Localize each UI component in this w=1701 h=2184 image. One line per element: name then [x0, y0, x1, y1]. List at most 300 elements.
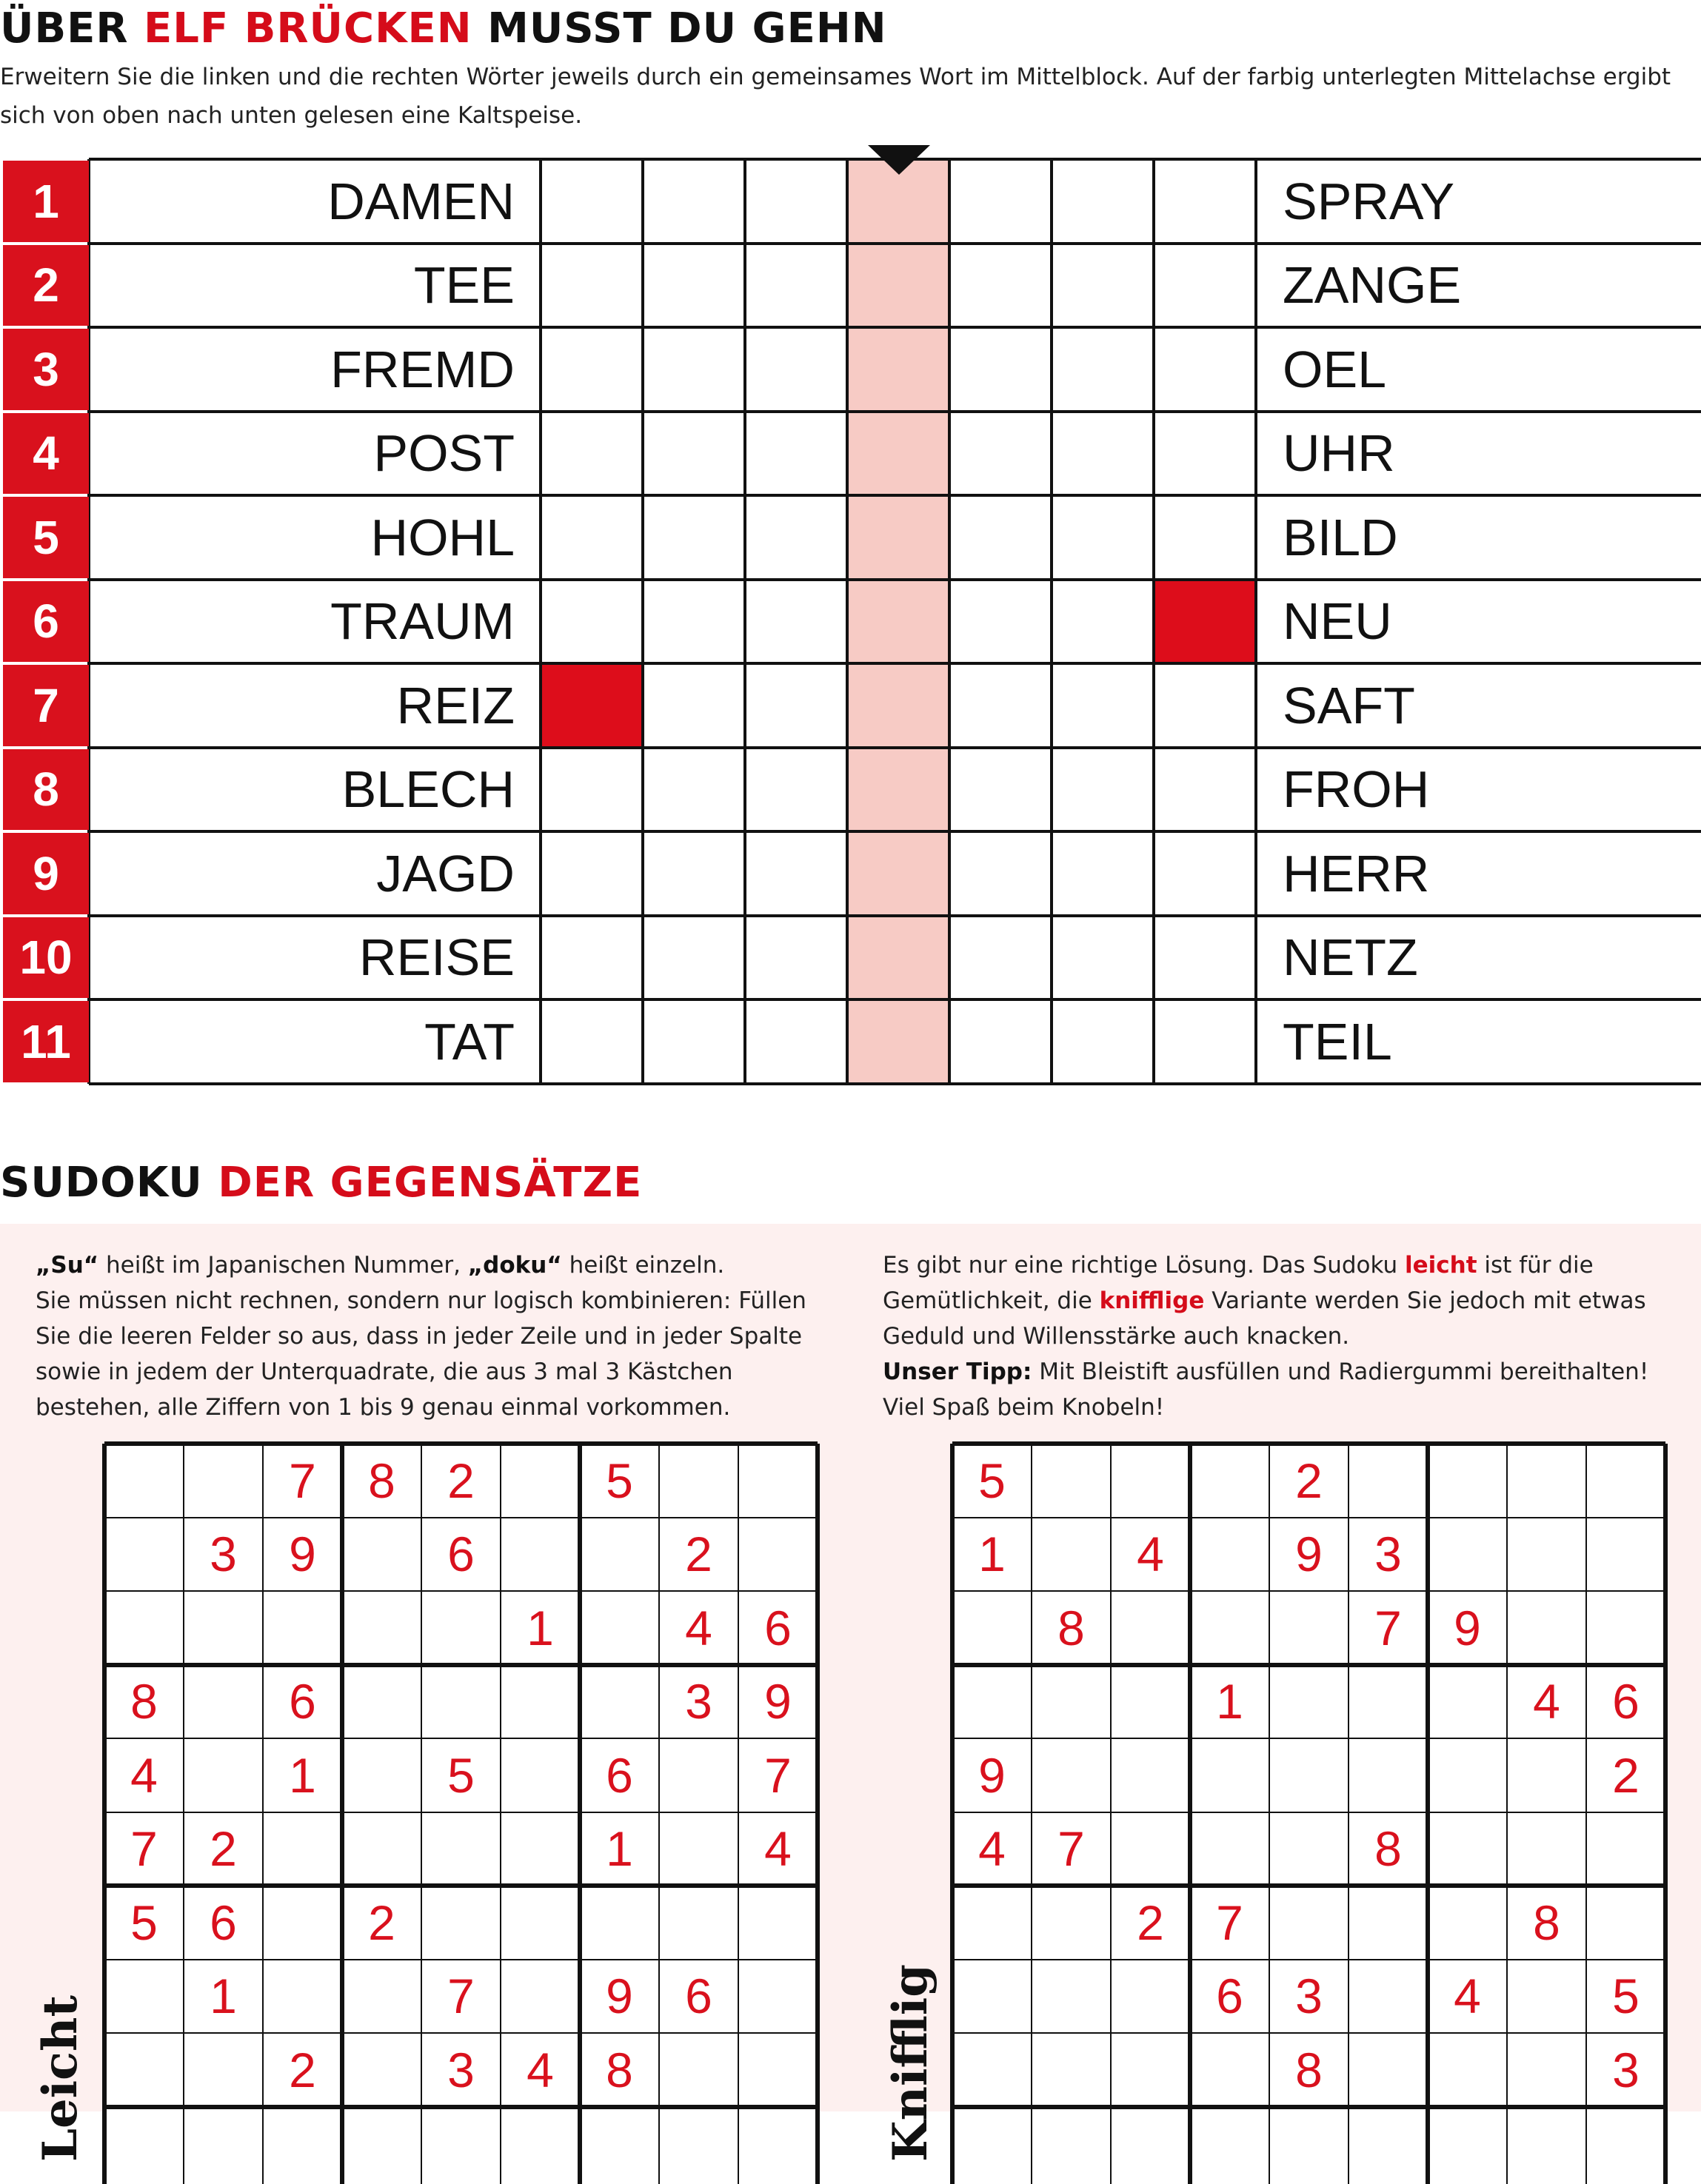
sudoku-cell[interactable] [184, 1665, 263, 1739]
sudoku-cell[interactable] [1032, 2033, 1111, 2107]
sudoku-cell: 1 [289, 1747, 316, 1803]
left-word: TRAUM [330, 592, 515, 651]
sudoku-cell[interactable] [421, 1812, 501, 1886]
row-number: 9 [3, 833, 89, 914]
answer-cell[interactable] [543, 414, 641, 494]
sudoku-cell[interactable] [1349, 1886, 1428, 1960]
hint-knifflige: knifflige [1099, 1287, 1205, 1314]
sudoku-title-part-2: DER GEGENSÄTZE [218, 1159, 643, 1207]
label-knifflig: Knifflig [883, 1964, 938, 2162]
answer-cell[interactable] [1054, 918, 1152, 998]
answer-cell[interactable] [1156, 582, 1254, 662]
sudoku-row-line [104, 1959, 818, 1960]
answer-cell[interactable] [849, 666, 947, 746]
sudoku-cell: 9 [606, 1969, 633, 2024]
sudoku-cell[interactable] [580, 1591, 659, 1665]
sudoku-cell: 5 [978, 1453, 1006, 1508]
sudoku-cell[interactable] [501, 1444, 580, 1518]
answer-cell[interactable] [747, 1002, 845, 1082]
sudoku-cell[interactable] [1032, 1960, 1111, 2034]
sudoku-col-line [262, 1444, 264, 2184]
su-term: „Su“ [36, 1252, 99, 1279]
answer-cell[interactable] [1054, 834, 1152, 914]
right-word: UHR [1283, 424, 1395, 483]
grid-col-line [948, 159, 951, 1084]
sudoku-cell[interactable] [1428, 1886, 1507, 1960]
answer-cell[interactable] [952, 161, 1049, 241]
answer-cell[interactable] [747, 329, 845, 409]
sudoku-cell[interactable] [580, 1518, 659, 1592]
left-word: POST [373, 424, 515, 483]
answer-cell[interactable] [952, 329, 1049, 409]
right-word: SAFT [1283, 676, 1415, 734]
sudoku-cell: 9 [1454, 1600, 1481, 1655]
right-word: NETZ [1283, 928, 1418, 987]
sudoku-cell[interactable] [738, 2033, 818, 2107]
bruecken-intro: Erweitern Sie die linken und die rechten Wörter jeweils durch ein gemeinsames Wort im Mittelblock. Auf der farbig unterlegten Mittelachse ergibt sich von oben nach unten gelesen eine Kaltspeise. [0, 64, 1671, 129]
sudoku-cell[interactable] [104, 1960, 184, 2034]
sudoku-cell: 4 [685, 1600, 712, 1655]
sudoku-cell[interactable] [1349, 2033, 1428, 2107]
answer-cell[interactable] [645, 161, 743, 241]
answer-cell[interactable] [543, 246, 641, 326]
answer-cell[interactable] [543, 161, 641, 241]
sudoku-cell[interactable] [1507, 1960, 1586, 2034]
answer-cell[interactable] [645, 246, 743, 326]
sudoku-cell[interactable] [1111, 1812, 1190, 1886]
sudoku-cell[interactable] [1586, 1591, 1665, 1665]
answer-cell[interactable] [952, 414, 1049, 494]
answer-cell[interactable] [952, 834, 1049, 914]
sudoku-cell[interactable] [1349, 1738, 1428, 1812]
sudoku-row-line [104, 1738, 818, 1739]
answer-cell[interactable] [952, 1002, 1049, 1082]
sudoku-row-line [952, 2105, 1665, 2109]
answer-cell[interactable] [645, 918, 743, 998]
sudoku-cell[interactable] [738, 1518, 818, 1592]
sudoku-cell: 4 [978, 1821, 1006, 1877]
sudoku-cell[interactable] [421, 1886, 501, 1960]
answer-cell[interactable] [645, 414, 743, 494]
answer-cell[interactable] [645, 329, 743, 409]
sudoku-title [0, 1159, 642, 1207]
sudoku-col-line [1110, 1444, 1112, 2184]
sudoku-cell[interactable] [1111, 2033, 1190, 2107]
answer-cell[interactable] [849, 1002, 947, 1082]
right-word: BILD [1283, 508, 1398, 566]
sudoku-cell: 2 [685, 1527, 712, 1582]
sudoku-row-line [104, 1590, 818, 1592]
answer-cell[interactable] [645, 750, 743, 830]
sudoku-cell[interactable] [1032, 1444, 1111, 1518]
sudoku-cell[interactable] [1111, 1738, 1190, 1812]
sudoku-cell[interactable] [1269, 1665, 1349, 1739]
sudoku-cell: 3 [447, 2042, 475, 2097]
sudoku-col-line [1031, 1444, 1032, 2184]
row-number: 2 [3, 245, 89, 326]
sudoku-cell: 6 [289, 1674, 316, 1729]
sudoku-col-line [1426, 1444, 1430, 2184]
right-word: HERR [1283, 844, 1430, 902]
sudoku-cell[interactable] [501, 1960, 580, 2034]
sudoku-col-line [1269, 1444, 1270, 2184]
answer-cell[interactable] [543, 918, 641, 998]
answer-cell[interactable] [952, 498, 1049, 577]
sudoku-row-line [952, 1812, 1665, 1813]
answer-cell[interactable] [952, 666, 1049, 746]
sudoku-cell[interactable] [952, 2033, 1032, 2107]
sudoku-row-line [952, 1738, 1665, 1739]
right-word: FROH [1283, 760, 1430, 819]
sudoku-cell[interactable] [263, 1886, 342, 1960]
sudoku-cell[interactable] [104, 1518, 184, 1592]
sudoku-cell[interactable] [501, 1886, 580, 1960]
sudoku-knifflig-grid [952, 1444, 1665, 2184]
sudoku-cell: 7 [1057, 1821, 1085, 1877]
sudoku-col-line [578, 1444, 582, 2184]
sudoku-cell[interactable] [263, 1960, 342, 2034]
sudoku-cell: 6 [447, 1527, 475, 1582]
answer-cell[interactable] [1156, 414, 1254, 494]
answer-cell[interactable] [1054, 414, 1152, 494]
sudoku-cell[interactable] [1269, 1886, 1349, 1960]
answer-cell[interactable] [747, 246, 845, 326]
sudoku-cell[interactable] [1507, 1738, 1586, 1812]
answer-cell[interactable] [543, 1002, 641, 1082]
answer-cell[interactable] [1054, 329, 1152, 409]
sudoku-cell[interactable] [1269, 1812, 1349, 1886]
sudoku-cell[interactable] [659, 1886, 738, 1960]
sudoku-cell: 6 [1216, 1969, 1243, 2024]
sudoku-cell: 9 [289, 1527, 316, 1582]
sudoku-cell[interactable] [501, 1518, 580, 1592]
sudoku-cell: 5 [1612, 1969, 1640, 2024]
sudoku-row-line [104, 1517, 818, 1518]
sudoku-col-line [421, 1444, 422, 2184]
sudoku-cell[interactable] [659, 1738, 738, 1812]
sudoku-cell[interactable] [1428, 1665, 1507, 1739]
answer-cell[interactable] [645, 1002, 743, 1082]
sudoku-leicht-grid [104, 1444, 818, 2184]
sudoku-cell[interactable] [1190, 1518, 1269, 1592]
sudoku-cell[interactable] [1507, 1518, 1586, 1592]
sudoku-cell[interactable] [1111, 1960, 1190, 2034]
sudoku-cell[interactable] [104, 1591, 184, 1665]
sudoku-cell[interactable] [1190, 1444, 1269, 1518]
sudoku-cell: 8 [368, 1453, 395, 1508]
answer-cell[interactable] [747, 834, 845, 914]
answer-cell[interactable] [747, 498, 845, 577]
answer-cell[interactable] [1156, 918, 1254, 998]
sudoku-cell[interactable] [342, 1518, 421, 1592]
answer-cell[interactable] [1156, 750, 1254, 830]
left-word: REIZ [396, 676, 515, 734]
left-word: BLECH [341, 760, 515, 819]
sudoku-cell[interactable] [1428, 1812, 1507, 1886]
answer-cell[interactable] [1156, 666, 1254, 746]
answer-cell[interactable] [1156, 246, 1254, 326]
sudoku-cell: 9 [764, 1674, 792, 1729]
sudoku-cell[interactable] [342, 1812, 421, 1886]
title-part-1: ÜBER [0, 4, 129, 53]
sudoku-cell[interactable] [1428, 1444, 1507, 1518]
sudoku-cell: 1 [978, 1527, 1006, 1582]
sudoku-cell[interactable] [342, 1591, 421, 1665]
answer-cell[interactable] [543, 329, 641, 409]
left-word: HOHL [370, 508, 515, 566]
instr-text-2: heißt einzeln. [561, 1252, 725, 1279]
sudoku-cell[interactable] [1032, 1518, 1111, 1592]
sudoku-row-line [952, 1663, 1665, 1667]
sudoku-cell[interactable] [1349, 1444, 1428, 1518]
row-number: 3 [3, 329, 89, 410]
sudoku-cell[interactable] [184, 1444, 263, 1518]
sudoku-cell[interactable] [1190, 1591, 1269, 1665]
sudoku-cell[interactable] [421, 1591, 501, 1665]
sudoku-cell: 3 [210, 1527, 237, 1582]
sudoku-cell: 3 [1374, 1527, 1402, 1582]
sudoku-cell[interactable] [1586, 1518, 1665, 1592]
left-word: REISE [358, 928, 515, 987]
answer-cell[interactable] [849, 329, 947, 409]
sudoku-cell[interactable] [1349, 1960, 1428, 2034]
sudoku-cell[interactable] [580, 1886, 659, 1960]
sudoku-row-line [104, 1663, 818, 1667]
sudoku-cell[interactable] [263, 1591, 342, 1665]
answer-cell[interactable] [849, 750, 947, 830]
sudoku-row-line [104, 2105, 818, 2109]
sudoku-cell: 2 [1295, 1453, 1323, 1508]
sudoku-row-line [104, 2032, 818, 2034]
row-number: 6 [3, 581, 89, 663]
grid-col-line [1050, 159, 1053, 1084]
sudoku-cell: 4 [130, 1747, 158, 1803]
sudoku-cell: 4 [527, 2042, 554, 2097]
sudoku-cell: 4 [1137, 1527, 1164, 1582]
sudoku-cell: 2 [289, 2042, 316, 2097]
grid-col-line [743, 159, 746, 1084]
sudoku-cell[interactable] [184, 1738, 263, 1812]
sudoku-col-line [1506, 1444, 1508, 2184]
sudoku-cell[interactable] [952, 1960, 1032, 2034]
sudoku-cell: 5 [606, 1453, 633, 1508]
sudoku-cell[interactable] [738, 1960, 818, 2034]
answer-cell[interactable] [543, 834, 641, 914]
sudoku-cell: 5 [447, 1747, 475, 1803]
sudoku-cell[interactable] [1111, 1591, 1190, 1665]
sudoku-cell[interactable] [1586, 1444, 1665, 1518]
answer-cell[interactable] [849, 918, 947, 998]
answer-cell[interactable] [1156, 161, 1254, 241]
sudoku-cell[interactable] [104, 1444, 184, 1518]
sudoku-cell[interactable] [1111, 1665, 1190, 1739]
answer-cell[interactable] [543, 666, 641, 746]
answer-cell[interactable] [849, 161, 947, 241]
answer-cell[interactable] [849, 834, 947, 914]
answer-cell[interactable] [645, 582, 743, 662]
sudoku-cell[interactable] [1190, 1738, 1269, 1812]
sudoku-cell[interactable] [263, 1812, 342, 1886]
sudoku-col-line [102, 1444, 107, 2184]
sudoku-cell[interactable] [738, 1886, 818, 1960]
sudoku-cell[interactable] [1507, 2033, 1586, 2107]
right-word: OEL [1283, 340, 1387, 398]
sudoku-cell[interactable] [184, 2033, 263, 2107]
sudoku-cell[interactable] [421, 1665, 501, 1739]
answer-cell[interactable] [1054, 750, 1152, 830]
sudoku-cell[interactable] [501, 1665, 580, 1739]
sudoku-cell: 6 [1612, 1674, 1640, 1729]
sudoku-cell[interactable] [952, 1591, 1032, 1665]
sudoku-col-line [815, 1444, 820, 2184]
sudoku-cell[interactable] [659, 2033, 738, 2107]
answer-cell[interactable] [1054, 161, 1152, 241]
answer-cell[interactable] [1054, 498, 1152, 577]
sudoku-cell[interactable] [659, 1444, 738, 1518]
sudoku-cell[interactable] [952, 1886, 1032, 1960]
sudoku-cell[interactable] [1032, 1665, 1111, 1739]
answer-cell[interactable] [1156, 498, 1254, 577]
sudoku-cell[interactable] [952, 1665, 1032, 1739]
sudoku-col-line [658, 1444, 660, 2184]
sudoku-cell: 7 [764, 1747, 792, 1803]
row-number: 7 [3, 665, 89, 746]
sudoku-cell[interactable] [184, 1591, 263, 1665]
sudoku-cell[interactable] [1428, 1738, 1507, 1812]
answer-cell[interactable] [1054, 666, 1152, 746]
sudoku-cell: 2 [1137, 1895, 1164, 1950]
right-word: TEIL [1283, 1012, 1392, 1071]
left-word: TAT [424, 1012, 515, 1071]
answer-cell[interactable] [952, 918, 1049, 998]
answer-cell[interactable] [1054, 1002, 1152, 1082]
sudoku-cell[interactable] [501, 1738, 580, 1812]
sudoku-cell: 8 [606, 2042, 633, 2097]
sudoku-cell: 6 [764, 1600, 792, 1655]
answer-cell[interactable] [849, 246, 947, 326]
sudoku-cell[interactable] [1428, 1518, 1507, 1592]
row-number: 11 [3, 1001, 89, 1082]
answer-cell[interactable] [1156, 329, 1254, 409]
answer-cell[interactable] [543, 582, 641, 662]
sudoku-cell[interactable] [1111, 1444, 1190, 1518]
answer-cell[interactable] [1156, 834, 1254, 914]
right-word: NEU [1283, 592, 1392, 651]
sudoku-col-line [500, 1444, 501, 2184]
instr-text-1: heißt im Japanischen Nummer, [98, 1252, 468, 1279]
sudoku-cell: 8 [1374, 1821, 1402, 1877]
sudoku-cell: 2 [210, 1821, 237, 1877]
sudoku-cell[interactable] [1586, 1886, 1665, 1960]
sudoku-cell[interactable] [342, 1665, 421, 1739]
grid-col-line [539, 159, 542, 1084]
sudoku-cell[interactable] [1032, 1886, 1111, 1960]
left-word: DAMEN [327, 172, 515, 230]
sudoku-cell[interactable] [1507, 1444, 1586, 1518]
answer-cell[interactable] [952, 246, 1049, 326]
sudoku-cell: 4 [1454, 1969, 1481, 2024]
sudoku-cell[interactable] [738, 1444, 818, 1518]
sudoku-cell: 9 [978, 1747, 1006, 1803]
answer-cell[interactable] [747, 666, 845, 746]
sudoku-cell[interactable] [104, 2033, 184, 2107]
sudoku-cell[interactable] [580, 1665, 659, 1739]
answer-cell[interactable] [747, 161, 845, 241]
sudoku-cell[interactable] [1586, 1812, 1665, 1886]
sudoku-hints [883, 1247, 1668, 1425]
hint-text-1: Es gibt nur eine richtige Lösung. Das Sudoku [883, 1252, 1406, 1279]
sudoku-cell[interactable] [1507, 1591, 1586, 1665]
hint-text-2: ist für die Gemütlichkeit, die [883, 1252, 1594, 1314]
row-number: 1 [3, 161, 89, 242]
sudoku-cell[interactable] [1507, 1812, 1586, 1886]
sudoku-cell[interactable] [659, 1812, 738, 1886]
sudoku-col-line [738, 1444, 739, 2184]
sudoku-col-line [1585, 1444, 1587, 2184]
answer-cell[interactable] [645, 834, 743, 914]
sudoku-row-line [104, 1883, 818, 1888]
sudoku-cell[interactable] [501, 1812, 580, 1886]
sudoku-cell[interactable] [1190, 2033, 1269, 2107]
answer-cell[interactable] [747, 582, 845, 662]
answer-cell[interactable] [747, 414, 845, 494]
sudoku-cell[interactable] [342, 1738, 421, 1812]
grid-col-line [641, 159, 644, 1084]
answer-cell[interactable] [1054, 582, 1152, 662]
answer-cell[interactable] [747, 918, 845, 998]
sudoku-title-part-1: SUDOKU [0, 1159, 203, 1207]
answer-cell[interactable] [543, 498, 641, 577]
sudoku-cell[interactable] [1269, 1738, 1349, 1812]
sudoku-cell[interactable] [1032, 1738, 1111, 1812]
sudoku-cell[interactable] [342, 1960, 421, 2034]
sudoku-row-line [952, 1517, 1665, 1518]
sudoku-cell[interactable] [1349, 1665, 1428, 1739]
answer-cell[interactable] [645, 666, 743, 746]
sudoku-col-line [1188, 1444, 1192, 2184]
sudoku-col-line [1348, 1444, 1349, 2184]
left-word: TEE [413, 256, 515, 315]
answer-cell[interactable] [543, 750, 641, 830]
sudoku-instructions [36, 1247, 813, 1425]
answer-cell[interactable] [849, 582, 947, 662]
sudoku-cell: 7 [1216, 1895, 1243, 1950]
sudoku-cell: 9 [1295, 1527, 1323, 1582]
answer-cell[interactable] [1054, 246, 1152, 326]
answer-cell[interactable] [849, 414, 947, 494]
sudoku-cell[interactable] [1269, 1591, 1349, 1665]
answer-cell[interactable] [849, 498, 947, 577]
answer-cell[interactable] [952, 582, 1049, 662]
answer-cell[interactable] [645, 498, 743, 577]
hint-text-3: Variante werden Sie jedoch mit etwas Geduld und Willensstärke auch knacken. [883, 1287, 1646, 1350]
sudoku-col-line [340, 1444, 344, 2184]
sudoku-cell[interactable] [1190, 1812, 1269, 1886]
sudoku-cell: 2 [447, 1453, 475, 1508]
sudoku-cell: 1 [1216, 1674, 1243, 1729]
answer-cell[interactable] [1156, 1002, 1254, 1082]
sudoku-cell[interactable] [342, 2033, 421, 2107]
sudoku-cell: 2 [368, 1895, 395, 1950]
sudoku-cell: 8 [130, 1674, 158, 1729]
sudoku-cell: 7 [1374, 1600, 1402, 1655]
sudoku-cell: 7 [289, 1453, 316, 1508]
sudoku-cell[interactable] [1428, 2033, 1507, 2107]
sudoku-col-line [1663, 1444, 1668, 2184]
answer-cell[interactable] [952, 750, 1049, 830]
sudoku-cell: 3 [1612, 2042, 1640, 2097]
answer-cell[interactable] [747, 750, 845, 830]
